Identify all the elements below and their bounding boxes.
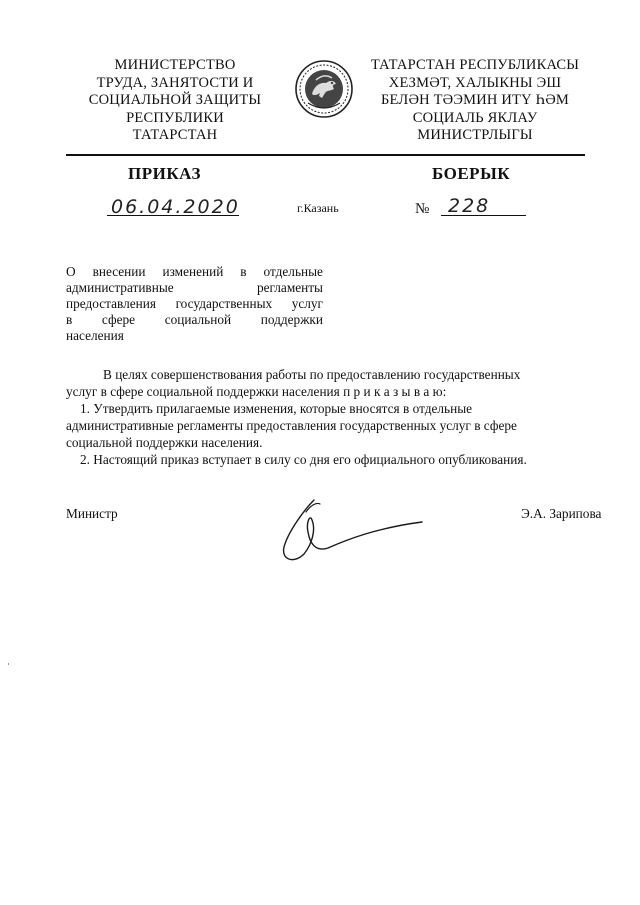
item-2-line: 2. Настоящий приказ вступает в силу со дня его официального опубликования.	[80, 452, 527, 467]
signatory-name: Э.А. Зарипова	[521, 506, 602, 521]
subject-word: О	[66, 264, 76, 279]
subject-line	[66, 264, 323, 280]
header-ru-line: ТРУДА, ЗАНЯТОСТИ И	[96, 74, 254, 91]
header-tt-line: МИНИСТРЛЫГЫ	[417, 127, 533, 143]
order-date: 06.04.2020	[111, 196, 240, 218]
header-tt-line: БЕЛӘН ТӘЭМИН ИТҮ ҺӘМ	[381, 92, 569, 108]
subject-line	[66, 280, 323, 296]
subject-word: отдельные	[263, 264, 323, 279]
item-1-line: административные регламенты предоставления государственных услуг в сфере	[66, 418, 517, 433]
handwritten-signature	[276, 492, 426, 572]
number-sign: №	[415, 201, 430, 217]
subject-word: изменений	[162, 264, 224, 279]
subject-line	[66, 312, 323, 328]
subject-word: предоставления	[66, 296, 157, 311]
header-ru-line: МИНИСТЕРСТВО	[114, 57, 236, 73]
header-ru-line: ТАТАРСТАН	[132, 127, 218, 143]
subject-word: в	[240, 264, 247, 279]
subject-word: регламенты	[256, 280, 323, 295]
header-tatar	[355, 57, 595, 145]
header-ru-line: РЕСПУБЛИКИ	[126, 109, 224, 126]
intro-line: В целях совершенствования работы по предоставлению государственных	[103, 367, 521, 382]
scan-mark	[8, 663, 9, 665]
header-russian	[60, 57, 290, 145]
order-body	[66, 366, 613, 468]
coat-of-arms-emblem	[294, 58, 354, 120]
subject-line	[66, 296, 323, 312]
header-tt-line: ТАТАРСТАН РЕСПУБЛИКАСЫ	[370, 57, 580, 73]
title-prikaz: ПРИКАЗ	[128, 164, 201, 183]
header-tt-line: СОЦИАЛЬ ЯКЛАУ	[412, 109, 538, 126]
item-1-line: социальной поддержки населения.	[66, 435, 263, 450]
order-number: 228	[448, 195, 491, 217]
header-ru-line: СОЦИАЛЬНОЙ ЗАЩИТЫ	[88, 92, 262, 108]
signatory-position: Министр	[66, 506, 118, 521]
subject-word: социальной	[164, 312, 232, 327]
subject-word: услуг	[291, 296, 323, 311]
subject-word: поддержки	[260, 312, 323, 327]
subject-word: государственных	[175, 296, 273, 311]
title-boeryk: БОЕРЫК	[432, 164, 511, 183]
subject-word: сфере	[101, 312, 136, 327]
subject-word: административные	[66, 280, 174, 295]
item-1-line: 1. Утвердить прилагаемые изменения, которые вносятся в отдельные	[80, 401, 473, 416]
header-divider	[66, 154, 585, 156]
subject-word: в	[66, 312, 73, 327]
subject-word: внесении	[92, 264, 146, 279]
order-subject	[66, 264, 323, 344]
number-underline	[441, 215, 526, 216]
date-underline	[107, 215, 239, 216]
header-tt-line: ХЕЗМӘТ, ХАЛЫКНЫ ЭШ	[388, 74, 562, 91]
intro-line: услуг в сфере социальной поддержки населения п р и к а з ы в а ю:	[66, 384, 447, 399]
city-label: г.Казань	[297, 201, 339, 215]
subject-line: населения	[66, 328, 124, 343]
